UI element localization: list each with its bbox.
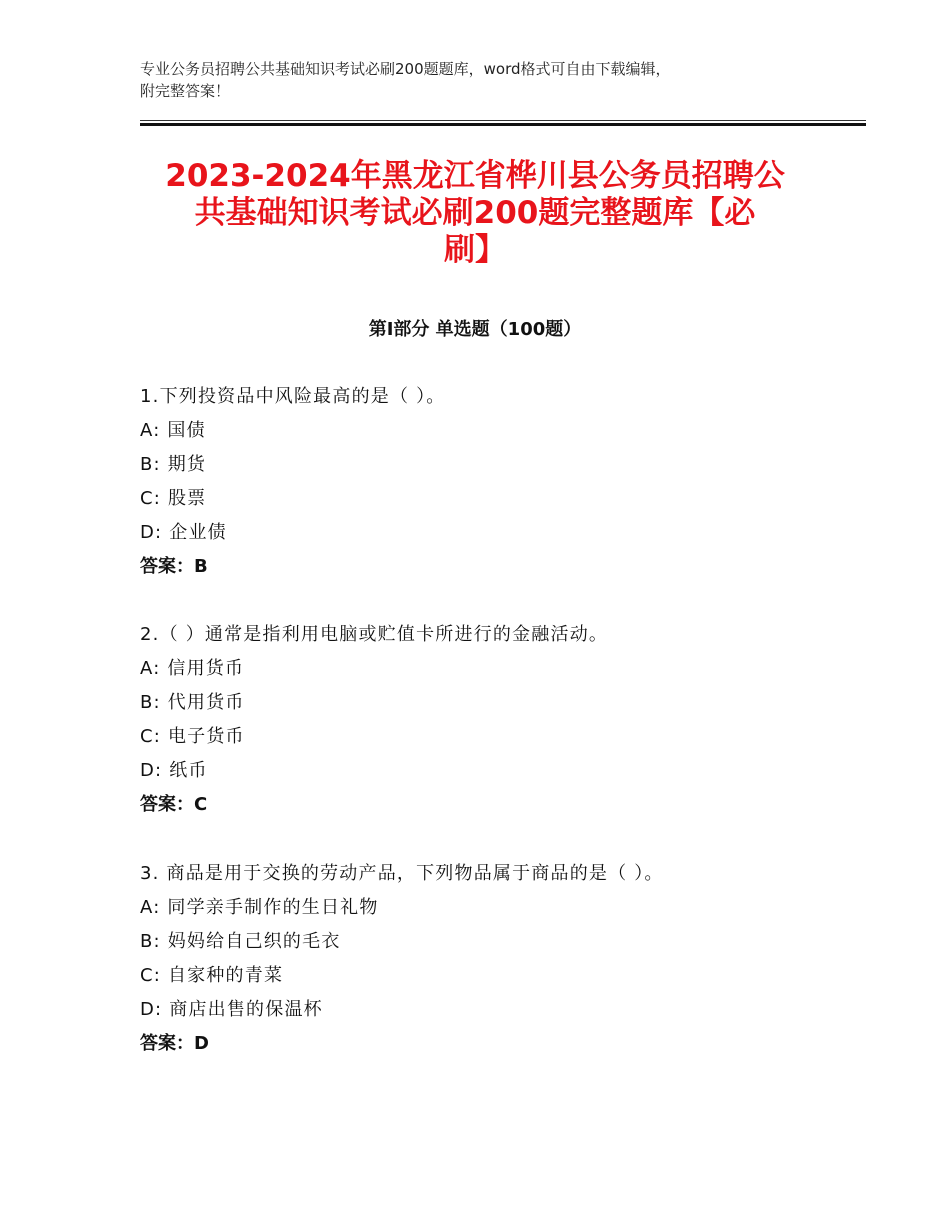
option-a: A: 国债 [140, 420, 206, 441]
option-c: C: 股票 [140, 488, 207, 509]
option-c: C: 自家种的青菜 [140, 965, 284, 986]
divider-thick-line [140, 123, 866, 126]
question-stem: 1.下列投资品中风险最高的是（ ）。 [140, 386, 446, 407]
option-b: B: 期货 [140, 454, 207, 475]
document-title-line-3: 刷】 [444, 232, 506, 268]
header-note-line-2: 附完整答案！ [140, 82, 231, 100]
option-d: D: 企业债 [140, 522, 227, 543]
question-2 [140, 618, 840, 822]
question-3 [140, 857, 840, 1061]
option-c: C: 电子货币 [140, 726, 245, 747]
answer-label: 答案：B [140, 556, 208, 577]
header-divider [140, 120, 866, 126]
question-stem: 2.（ ）通常是指利用电脑或贮值卡所进行的金融活动。 [140, 624, 609, 645]
document-title [130, 158, 820, 269]
option-b: B: 代用货币 [140, 692, 245, 713]
question-1 [140, 380, 840, 584]
divider-thin-line [140, 120, 866, 121]
section-title: 第I部分 单选题（100题） [368, 319, 582, 340]
option-d: D: 纸币 [140, 760, 208, 781]
header-note [140, 58, 820, 102]
question-stem: 3. 商品是用于交换的劳动产品，下列物品属于商品的是（ ）。 [140, 863, 664, 884]
document-title-line-1: 2023-2024年黑龙江省桦川县公务员招聘公 [165, 158, 785, 194]
option-a: A: 信用货币 [140, 658, 245, 679]
document-title-line-2: 共基础知识考试必刷200题完整题库【必 [194, 195, 756, 231]
answer-label: 答案：D [140, 1033, 209, 1054]
option-b: B: 妈妈给自己织的毛衣 [140, 931, 341, 952]
answer-label: 答案：C [140, 794, 208, 815]
option-d: D: 商店出售的保温杯 [140, 999, 323, 1020]
option-a: A: 同学亲手制作的生日礼物 [140, 897, 379, 918]
header-note-line-1: 专业公务员招聘公共基础知识考试必刷200题题库，word格式可自由下载编辑， [140, 60, 671, 78]
